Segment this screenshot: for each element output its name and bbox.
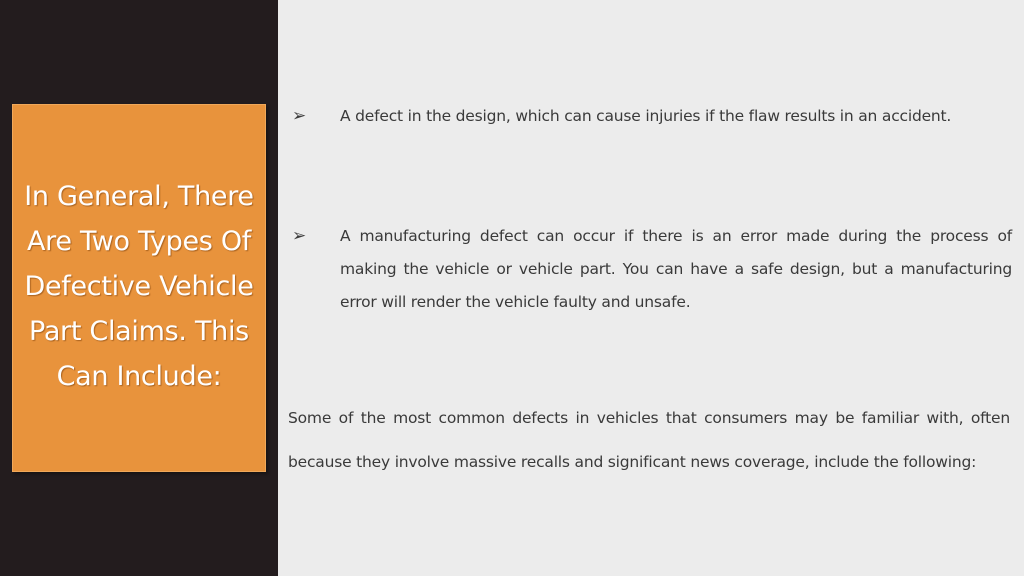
arrowhead-bullet-icon: ➢ [292, 106, 307, 126]
arrowhead-bullet-icon: ➢ [292, 226, 307, 246]
slide-title: In General, There Are Two Types Of Defective Vehicle Part Claims. This Can Include: [24, 180, 254, 392]
title-box [12, 104, 266, 472]
bullet-item-design-defect [292, 100, 1012, 133]
content-area [278, 0, 1024, 576]
bullet-item-manufacturing-defect [292, 220, 1012, 319]
left-sidebar-panel [0, 0, 278, 576]
summary-paragraph: Some of the most common defects in vehicles that consumers may be familiar with, often because they involve massive recalls and significant news coverage, include the following: [288, 409, 1010, 471]
bullet-text-design-defect: A defect in the design, which can cause injuries if the flaw results in an accident. [340, 107, 952, 125]
bullet-text-manufacturing-defect: A manufacturing defect can occur if there is an error made during the process of making the vehicle or vehicle part. You can have a safe design, but a manufacturing error will render the vehicle faulty and unsafe. [340, 227, 1012, 311]
